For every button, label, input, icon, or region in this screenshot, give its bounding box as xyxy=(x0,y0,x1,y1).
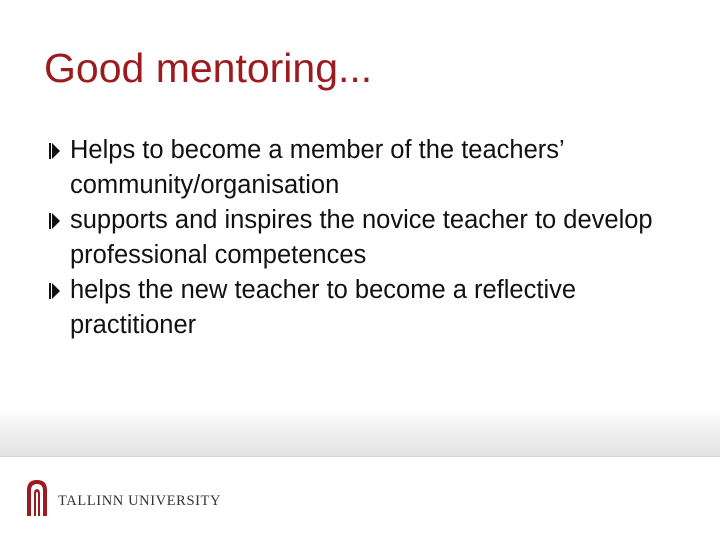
bullet-list xyxy=(50,133,700,343)
bullet-arrow-icon xyxy=(52,213,60,229)
slide-title: Good mentoring... xyxy=(44,45,373,91)
footer-gradient xyxy=(0,408,720,458)
bullet-item xyxy=(50,203,700,273)
university-name: TALLINN UNIVERSITY xyxy=(58,493,222,509)
bullet-item xyxy=(50,273,700,343)
bullet-arrow-icon xyxy=(52,283,60,299)
bullet-arrow-icon xyxy=(52,143,60,159)
bullet-text: helps the new teacher to become a reflective practitioner xyxy=(70,276,577,339)
bullet-text: Helps to become a member of the teachers’ community/organisation xyxy=(70,136,564,199)
bullet-text: supports and inspires the novice teacher to develop professional competences xyxy=(70,206,653,269)
tallinn-university-arch-icon xyxy=(25,478,49,516)
bullet-item xyxy=(50,133,700,203)
